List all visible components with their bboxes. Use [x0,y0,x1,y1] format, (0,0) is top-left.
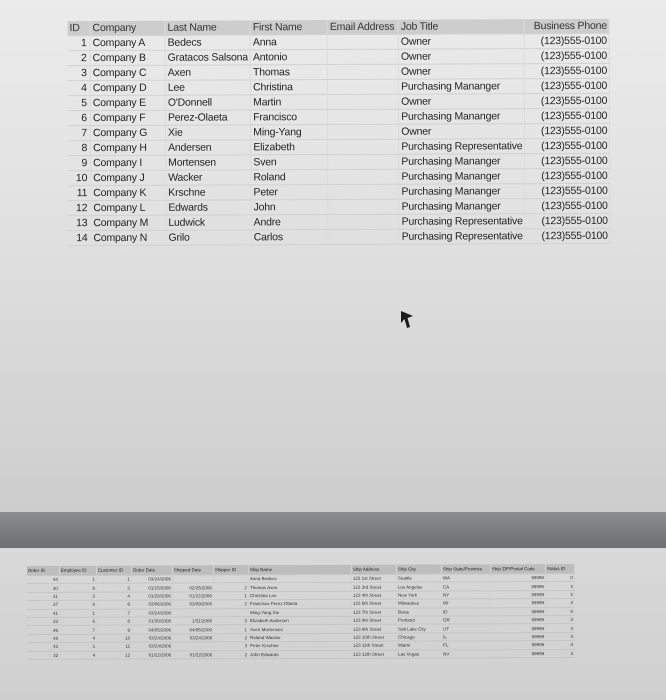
cell-ship-zip[interactable]: 99999 [490,574,545,583]
cell-job-title[interactable]: Purchasing Mananger [399,199,525,215]
cell-last-name[interactable]: Grilo [166,230,251,245]
cell-employee-id[interactable]: 1 [59,575,96,584]
cell-id[interactable]: 6 [68,111,91,126]
cell-ship-address[interactable]: 123 6th Street [351,599,396,608]
cell-ship-state[interactable]: ID [441,607,490,616]
column-header-shipped-date[interactable]: Shipped Date [172,565,213,575]
cell-email[interactable] [327,64,398,79]
cell-business-phone[interactable]: (123)555-0100 [525,168,610,183]
cell-company[interactable]: Company D [90,80,165,95]
cell-first-name[interactable]: Christina [251,80,328,95]
cell-ship-name[interactable]: Elizabeth Andersen [249,616,352,625]
cell-ship-address[interactable]: 123 9th Street [352,625,397,634]
cell-id[interactable]: 2 [68,51,91,66]
cell-ship-address[interactable]: 123 11th Street [352,641,397,650]
cell-shipper-id[interactable] [213,608,248,617]
orders-body [27,574,575,660]
cell-job-title[interactable]: Purchasing Mananger [399,184,525,200]
cell-shipped-date[interactable]: 01/22/2006 [172,592,213,601]
cell-shipped-date[interactable]: 03/24/2006 [173,634,214,643]
cell-job-title[interactable]: Owner [398,49,524,65]
cell-id[interactable]: 9 [68,156,91,171]
column-header-ship-state[interactable]: Ship State/Province [441,564,490,574]
cell-ship-state[interactable]: OR [442,616,491,625]
cell-id[interactable]: 13 [68,216,91,231]
cell-id[interactable]: 10 [68,171,91,186]
cell-first-name[interactable]: Anna [250,35,327,50]
cell-last-name[interactable]: Xie [165,125,250,140]
cell-customer-id[interactable]: 4 [96,592,131,601]
cell-business-phone[interactable]: (123)555-0100 [525,183,610,198]
cell-ship-zip[interactable]: 99999 [490,590,545,599]
cell-employee-id[interactable]: 4 [60,651,97,660]
cell-id[interactable]: 5 [68,96,91,111]
cell-ship-zip[interactable]: 99999 [491,624,546,633]
cell-ship-address[interactable]: 123 3rd Street [351,583,396,592]
cell-order-date[interactable]: 01/30/2006 [132,617,173,626]
cell-employee-id[interactable]: 8 [59,600,96,609]
cell-ship-city[interactable]: Las Vegas [397,650,442,659]
cell-order-date[interactable]: 03/24/2006 [131,609,172,618]
cell-status-id[interactable]: 3 [546,615,575,623]
cell-shipper-id[interactable]: 2 [213,583,248,592]
cell-last-name[interactable]: O'Donnell [165,95,250,110]
cell-ship-city[interactable]: Portland [397,616,442,625]
column-header-business-phone[interactable]: Business Phone [524,19,609,34]
cell-ship-state[interactable]: UT [442,624,491,633]
cell-company[interactable]: Company A [90,35,165,50]
cell-employee-id[interactable]: 3 [59,592,96,601]
cell-ship-state[interactable]: NV [442,649,491,658]
column-header-employee-id[interactable]: Employee ID [59,566,96,576]
cell-status-id[interactable]: 3 [545,590,574,598]
cell-ship-city[interactable]: Miami [397,641,442,650]
column-header-status-id[interactable]: Status ID [545,564,574,574]
cell-order-date[interactable]: 01/15/2006 [131,583,172,592]
cell-first-name[interactable]: Antonio [250,50,327,65]
cell-ship-city[interactable]: New York [396,591,441,600]
cell-job-title[interactable]: Purchasing Representative [399,214,525,230]
cell-id[interactable]: 8 [68,141,91,156]
cell-job-title[interactable]: Owner [398,64,524,80]
cell-shipper-id[interactable]: 2 [214,633,249,642]
cell-customer-id[interactable]: 12 [97,651,132,660]
column-header-first-name[interactable]: First Name [250,20,327,35]
cell-last-name[interactable]: Ludwick [166,215,251,230]
cell-order-id[interactable]: 33 [27,617,60,626]
cell-customer-id[interactable]: 9 [97,625,132,634]
cell-ship-zip[interactable]: 99999 [491,616,546,625]
column-header-ship-name[interactable]: Ship Name [248,565,351,575]
cell-company[interactable]: Company C [90,65,165,80]
cell-business-phone[interactable]: (123)555-0100 [525,153,610,168]
cell-ship-zip[interactable]: 99999 [491,632,546,641]
cell-shipper-id[interactable]: 2 [213,600,248,609]
cell-business-phone[interactable]: (123)555-0100 [525,228,610,243]
cell-order-id[interactable]: 30 [27,584,60,593]
cell-business-phone[interactable]: (123)555-0100 [524,33,609,48]
cell-id[interactable]: 7 [68,126,91,141]
cell-first-name[interactable]: Carlos [251,230,328,245]
cell-ship-zip[interactable]: 99999 [491,641,546,650]
cell-status-id[interactable]: 3 [545,599,574,607]
cell-last-name[interactable]: Krschne [166,185,251,200]
cell-customer-id[interactable]: 7 [96,609,131,618]
column-header-order-date[interactable]: Order Date [131,565,172,575]
cell-order-id[interactable]: 37 [27,601,60,610]
cell-shipped-date[interactable]: 1/31/2006 [173,617,214,626]
customers-table [68,19,611,246]
cell-order-id[interactable]: 43 [27,642,60,651]
cell-order-date[interactable]: 03/24/2006 [132,642,173,651]
table-row[interactable] [27,649,575,659]
cell-shipped-date[interactable]: 02/25/2006 [172,583,213,592]
cell-id[interactable]: 12 [68,201,91,216]
screen-gap [0,512,666,548]
cell-email[interactable] [328,139,399,154]
cell-first-name[interactable]: Francisco [251,110,328,125]
cell-customer-id[interactable]: 1 [96,575,131,584]
cell-last-name[interactable]: Bedecs [165,35,250,50]
cell-email[interactable] [328,169,399,184]
cell-employee-id[interactable]: 4 [60,634,97,643]
cell-ship-name[interactable]: Peter Krschne [249,641,352,650]
column-header-last-name[interactable]: Last Name [165,20,250,35]
cell-email[interactable] [327,34,398,49]
column-header-id[interactable]: ID [68,21,91,36]
cell-ship-state[interactable]: IL [442,633,491,642]
cell-first-name[interactable]: John [251,200,328,215]
cell-ship-city[interactable]: Los Angelas [396,582,441,591]
cell-ship-zip[interactable]: 99999 [490,599,545,608]
cell-email[interactable] [328,229,399,244]
cell-order-id[interactable]: 41 [27,609,60,618]
cell-last-name[interactable]: Wacker [166,170,251,185]
cell-company[interactable]: Company F [90,110,165,125]
cell-order-date[interactable]: 03/24/2006 [132,634,173,643]
cell-last-name[interactable]: Edwards [166,200,251,215]
cell-ship-zip[interactable]: 99999 [491,649,546,658]
cell-email[interactable] [328,214,399,229]
cell-order-id[interactable]: 46 [27,626,60,635]
column-header-job-title[interactable]: Job Title [398,19,524,34]
cell-email[interactable] [328,154,399,169]
cell-ship-name[interactable]: Sven Mortensen [249,625,352,634]
cell-status-id[interactable]: 0 [545,574,574,582]
cell-business-phone[interactable]: (123)555-0100 [525,138,610,153]
cell-last-name[interactable]: Andersen [166,140,251,155]
cell-last-name[interactable]: Lee [165,80,250,95]
cell-business-phone[interactable]: (123)555-0100 [525,123,610,138]
cell-business-phone[interactable]: (123)555-0100 [525,63,610,78]
cell-employee-id[interactable]: 6 [60,617,97,626]
cell-id[interactable]: 1 [68,36,91,51]
cell-first-name[interactable]: Andre [251,215,328,230]
cell-last-name[interactable]: Mortensen [166,155,251,170]
column-header-email[interactable]: Email Address [327,20,398,35]
cell-order-date[interactable]: 04/05/2006 [132,625,173,634]
cell-customer-id[interactable]: 6 [96,600,131,609]
cell-ship-zip[interactable]: 99999 [490,607,545,616]
cell-company[interactable]: Company L [91,200,166,215]
cell-ship-name[interactable]: Anna Bedecs [248,574,351,583]
cell-company[interactable]: Company J [91,170,166,185]
cell-ship-city[interactable]: Milwaukee [396,599,441,608]
cell-company[interactable]: Company E [90,95,165,110]
cell-ship-name[interactable]: John Edwards [249,650,352,659]
cell-ship-name[interactable]: Francisco Perez-Olaeta [248,599,351,608]
cell-first-name[interactable]: Martin [251,95,328,110]
cell-email[interactable] [328,94,399,109]
cell-ship-city[interactable]: Seattle [396,574,441,583]
cell-job-title[interactable]: Owner [398,34,524,50]
cell-shipped-date[interactable] [172,575,213,584]
cell-shipped-date[interactable]: 04/05/2006 [173,625,214,634]
cell-shipped-date[interactable]: 01/22/2006 [173,650,214,659]
cell-id[interactable]: 14 [68,231,91,246]
cell-ship-zip[interactable]: 99999 [490,582,545,591]
cell-ship-name[interactable]: Christina Lee [248,591,351,600]
cell-order-id[interactable]: 31 [27,592,60,601]
cell-email[interactable] [328,109,399,124]
cell-ship-city[interactable]: Salt Lake City [397,624,442,633]
cell-customer-id[interactable]: 3 [96,583,131,592]
cell-job-title[interactable]: Purchasing Mananger [399,169,525,185]
column-header-shipper-id[interactable]: Shipper ID [213,565,248,575]
cell-ship-city[interactable]: Chicago [397,633,442,642]
cell-job-title[interactable]: Owner [399,124,525,140]
cell-shipped-date[interactable]: 03/09/2006 [172,600,213,609]
cell-ship-state[interactable]: WA [441,574,490,583]
cell-order-id[interactable]: 44 [27,575,60,584]
cell-order-id[interactable]: 48 [27,634,60,643]
column-header-company[interactable]: Company [90,21,165,36]
cell-customer-id[interactable]: 11 [97,642,132,651]
cell-status-id[interactable]: 0 [545,607,574,615]
cell-order-date[interactable]: 03/06/2006 [131,600,172,609]
cell-first-name[interactable]: Thomas [250,65,327,80]
cell-customer-id[interactable]: 10 [97,634,132,643]
cell-ship-state[interactable]: FL [442,641,491,650]
cell-email[interactable] [327,49,398,64]
cell-ship-address[interactable]: 123 4th Street [351,591,396,600]
cell-company[interactable]: Company K [91,185,166,200]
cell-status-id[interactable]: 0 [546,641,575,649]
cell-order-date[interactable]: 01/20/2006 [131,592,172,601]
cell-business-phone[interactable]: (123)555-0100 [525,93,610,108]
cell-order-date[interactable]: 01/22/2006 [132,650,173,659]
cell-shipper-id[interactable]: 1 [213,591,248,600]
cell-ship-name[interactable]: Ming-Yang Xie [248,608,351,617]
cell-business-phone[interactable]: (123)555-0100 [524,48,609,63]
cell-first-name[interactable]: Elizabeth [251,140,328,155]
table-row[interactable] [68,228,610,245]
orders-table [27,564,575,660]
cell-company[interactable]: Company B [90,50,165,65]
cell-shipped-date[interactable] [173,642,214,651]
cell-business-phone[interactable]: (123)555-0100 [525,78,610,93]
cell-job-title[interactable]: Purchasing Mananger [399,109,525,125]
cell-business-phone[interactable]: (123)555-0100 [525,213,610,228]
cell-employee-id[interactable]: 1 [59,609,96,618]
cell-ship-state[interactable]: NY [441,591,490,600]
cell-shipper-id[interactable]: 2 [214,650,249,659]
cell-status-id[interactable]: 3 [546,632,575,640]
column-header-order-id[interactable]: Order ID [27,566,60,576]
cell-email[interactable] [328,199,399,214]
cell-company[interactable]: Company I [91,155,166,170]
cell-company[interactable]: Company H [91,140,166,155]
cell-employee-id[interactable]: 1 [60,642,97,651]
cell-job-title[interactable]: Purchasing Mananger [399,154,525,170]
cell-status-id[interactable]: 3 [545,582,574,590]
cell-last-name[interactable]: Gratacos Salsona [165,50,250,65]
cell-status-id[interactable]: 3 [546,624,575,632]
cell-last-name[interactable]: Axen [165,65,250,80]
cell-ship-name[interactable]: Thomas Axen [248,583,351,592]
cell-first-name[interactable]: Sven [251,155,328,170]
cell-job-title[interactable]: Purchasing Representative [399,139,525,155]
column-header-customer-id[interactable]: Customer ID [96,566,131,576]
cell-ship-state[interactable]: CA [441,582,490,591]
cell-company[interactable]: Company N [91,230,166,245]
cell-id[interactable]: 4 [68,81,91,96]
cell-first-name[interactable]: Roland [251,170,328,185]
cell-ship-address[interactable]: 123 10th Street [352,633,397,642]
cell-shipper-id[interactable] [213,575,248,584]
cell-ship-address[interactable]: 123 7th Street [351,608,396,617]
cell-customer-id[interactable]: 8 [97,617,132,626]
cell-status-id[interactable]: 3 [546,649,575,657]
column-header-ship-address[interactable]: Ship Address [351,565,396,575]
column-header-ship-zip[interactable]: Ship ZIP/Postal Code [490,564,545,574]
cell-id[interactable]: 11 [68,186,91,201]
column-header-ship-city[interactable]: Ship City [396,565,441,575]
cell-ship-address[interactable]: 123 12th Street [352,650,397,659]
cell-shipper-id[interactable]: 1 [214,625,249,634]
cell-first-name[interactable]: Peter [251,185,328,200]
cell-ship-state[interactable]: WI [441,599,490,608]
cell-email[interactable] [328,124,399,139]
cell-job-title[interactable]: Purchasing Representative [399,229,525,245]
cell-shipper-id[interactable]: 3 [214,617,249,626]
cell-ship-address[interactable]: 123 8th Street [352,616,397,625]
cell-ship-city[interactable]: Boise [396,608,441,617]
cell-order-date[interactable]: 03/24/2006 [131,575,172,584]
cell-first-name[interactable]: Ming-Yang [251,125,328,140]
cell-ship-name[interactable]: Roland Wacker [249,633,352,642]
cell-business-phone[interactable]: (123)555-0100 [525,198,610,213]
cell-shipped-date[interactable] [172,608,213,617]
cell-id[interactable]: 3 [68,66,91,81]
cell-company[interactable]: Company G [90,125,165,140]
cell-ship-address[interactable]: 123 1st Street [351,574,396,583]
cell-job-title[interactable]: Purchasing Mananger [399,79,525,95]
cell-email[interactable] [328,184,399,199]
cell-company[interactable]: Company M [91,215,166,230]
cell-shipper-id[interactable]: 3 [214,642,249,651]
mouse-pointer-icon [400,310,414,330]
cell-employee-id[interactable]: 7 [60,626,97,635]
cell-business-phone[interactable]: (123)555-0100 [525,108,610,123]
cell-email[interactable] [328,79,399,94]
cell-last-name[interactable]: Perez-Olaeta [165,110,250,125]
cell-order-id[interactable]: 32 [27,651,60,660]
customers-body [68,33,611,245]
cell-job-title[interactable]: Owner [399,94,525,110]
cell-employee-id[interactable]: 9 [59,584,96,593]
